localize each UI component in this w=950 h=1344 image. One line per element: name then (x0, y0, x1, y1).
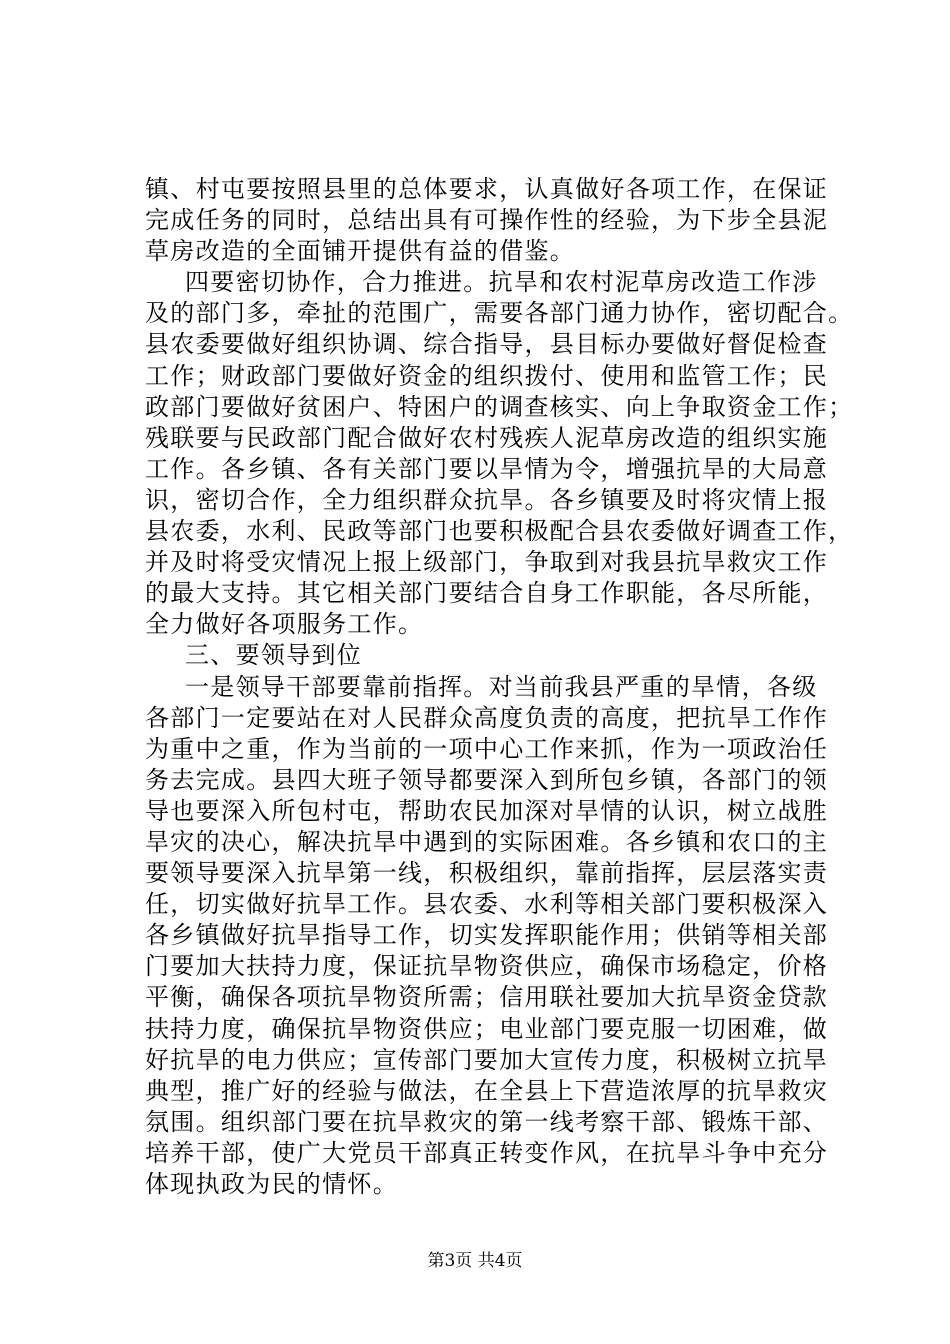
text-line: 扶持力度，确保抗旱物资供应；电业部门要克服一切困难，做 (145, 1014, 829, 1043)
text-line: 识，密切合作，全力组织群众抗旱。各乡镇要及时将灾情上报 (145, 485, 829, 514)
text-line: 培养干部，使广大党员干部真正转变作风，在抗旱斗争中充分 (145, 1138, 829, 1167)
text-line: 要领导要深入抗旱第一线，积极组织，靠前指挥，层层落实责 (145, 859, 829, 888)
text-line: 氛围。组织部门要在抗旱救灾的第一线考察干部、锻炼干部、 (145, 1107, 829, 1136)
paragraph-start-line: 四要密切协作，合力推进。抗旱和农村泥草房改造工作涉 (185, 268, 818, 297)
text-line: 政部门要做好贫困户、特困户的调查核实、向上争取资金工作； (145, 392, 854, 421)
text-line: 完成任务的同时，总结出具有可操作性的经验，为下步全县泥 (145, 206, 829, 235)
text-line: 各部门一定要站在对人民群众高度负责的高度，把抗旱工作作 (145, 703, 829, 732)
text-line: 全力做好各项服务工作。 (145, 610, 424, 639)
text-line: 各乡镇做好抗旱指导工作，切实发挥职能作用；供销等相关部 (145, 921, 829, 950)
text-line: 镇、村屯要按照县里的总体要求，认真做好各项工作，在保证 (145, 175, 829, 203)
text-line: 务去完成。县四大班子领导都要深入到所包乡镇，各部门的领 (145, 765, 829, 794)
text-line: 任，切实做好抗旱工作。县农委、水利等相关部门要积极深入 (145, 890, 829, 919)
text-line: 旱灾的决心，解决抗旱中遇到的实际困难。各乡镇和农口的主 (145, 827, 829, 856)
text-line: 县农委要做好组织协调、综合指导，县目标办要做好督促检查 (145, 330, 829, 359)
text-line: 草房改造的全面铺开提供有益的借鉴。 (145, 237, 576, 266)
text-line: 的最大支持。其它相关部门要结合自身工作职能，各尽所能， (145, 579, 829, 608)
text-line: 体现执政为民的情怀。 (145, 1170, 398, 1198)
text-line: 典型，推广好的经验与做法，在全县上下营造浓厚的抗旱救灾 (145, 1076, 829, 1105)
text-line: 好抗旱的电力供应；宣传部门要加大宣传力度，积极树立抗旱 (145, 1045, 829, 1074)
paragraph-start-line: 一是领导干部要靠前指挥。对当前我县严重的旱情，各级 (185, 672, 818, 701)
text-line: 门要加大扶持力度，保证抗旱物资供应，确保市场稳定，价格 (145, 952, 829, 981)
text-line: 县农委，水利、民政等部门也要积极配合县农委做好调查工作， (145, 517, 854, 546)
text-line: 残联要与民政部门配合做好农村残疾人泥草房改造的组织实施 (145, 423, 829, 452)
document-body (145, 174, 854, 1200)
text-line: 并及时将受灾情况上报上级部门，争取到对我县抗旱救灾工作 (145, 548, 829, 577)
text-line: 工作。各乡镇、各有关部门要以旱情为令，增强抗旱的大局意 (145, 454, 829, 483)
section-heading: 三、要领导到位 (185, 641, 363, 670)
text-line: 为重中之重，作为当前的一项中心工作来抓，作为一项政治任 (145, 734, 829, 763)
text-line: 平衡，确保各项抗旱物资所需；信用联社要加大抗旱资金贷款 (145, 983, 829, 1012)
text-line: 工作；财政部门要做好资金的组织拨付、使用和监管工作；民 (145, 361, 829, 390)
page-number-footer: 第3页 共4页 (427, 1251, 523, 1271)
text-line: 导也要深入所包村屯，帮助农民加深对旱情的认识，树立战胜 (145, 796, 829, 825)
text-line: 及的部门多，牵扯的范围广，需要各部门通力协作，密切配合。 (145, 299, 854, 328)
